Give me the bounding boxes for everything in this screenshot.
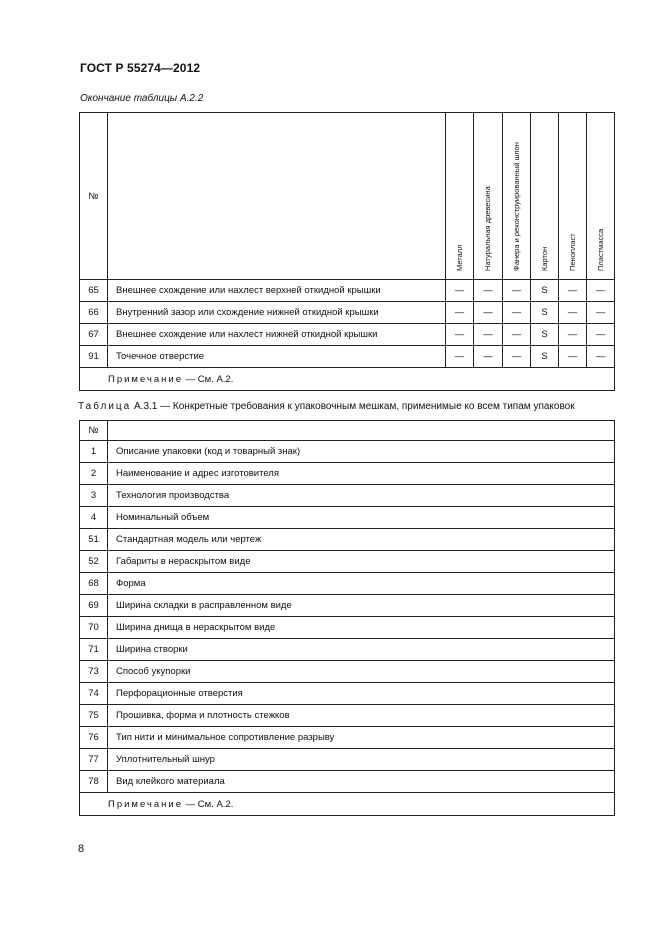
row-number: 66 bbox=[80, 302, 108, 324]
row-text: Ширина днища в нераскрытом виде bbox=[108, 617, 615, 639]
note-label: Примечание bbox=[108, 798, 183, 810]
column-header: Картон bbox=[531, 113, 559, 280]
table-row bbox=[80, 771, 615, 793]
row-number: 74 bbox=[80, 683, 108, 705]
row-text: Перфорационные отверстия bbox=[108, 683, 615, 705]
table-row bbox=[80, 324, 615, 346]
table-row bbox=[80, 727, 615, 749]
row-number: 70 bbox=[80, 617, 108, 639]
table1-header-row bbox=[80, 113, 615, 280]
table-a31 bbox=[79, 420, 615, 816]
caption-text: А.3.1 — Конкретные требования к упаковочным мешкам, применимые ко всем типам упаковок bbox=[131, 401, 575, 412]
row-text: Способ укупорки bbox=[108, 661, 615, 683]
description-header bbox=[108, 421, 615, 441]
row-number: 71 bbox=[80, 639, 108, 661]
table-row bbox=[80, 507, 615, 529]
column-header: Пластмасса bbox=[587, 113, 615, 280]
table-row bbox=[80, 529, 615, 551]
row-mark: S bbox=[531, 280, 559, 302]
column-header: Металл bbox=[446, 113, 474, 280]
row-mark: — bbox=[474, 346, 503, 368]
table1-caption: Окончание таблицы А.2.2 bbox=[80, 93, 204, 104]
row-text: Наименование и адрес изготовителя bbox=[108, 463, 615, 485]
row-text: Тип нити и минимальное сопротивление разрыву bbox=[108, 727, 615, 749]
table-row bbox=[80, 485, 615, 507]
table2-header-row bbox=[80, 421, 615, 441]
row-text: Точечное отверстие bbox=[108, 346, 446, 368]
row-mark: — bbox=[559, 346, 587, 368]
row-mark: — bbox=[446, 324, 474, 346]
num-header: № bbox=[80, 421, 108, 441]
table-note bbox=[80, 793, 615, 816]
table-row bbox=[80, 683, 615, 705]
row-number: 1 bbox=[80, 441, 108, 463]
row-number: 65 bbox=[80, 280, 108, 302]
table-row bbox=[80, 705, 615, 727]
row-mark: — bbox=[559, 302, 587, 324]
table-row bbox=[80, 595, 615, 617]
row-mark: — bbox=[559, 280, 587, 302]
table-row bbox=[80, 346, 615, 368]
row-text: Стандартная модель или чертеж bbox=[108, 529, 615, 551]
row-mark: — bbox=[446, 346, 474, 368]
table-row bbox=[80, 749, 615, 771]
row-number: 78 bbox=[80, 771, 108, 793]
table2-caption bbox=[78, 401, 575, 412]
table-row bbox=[80, 661, 615, 683]
row-mark: — bbox=[474, 302, 503, 324]
row-mark: — bbox=[446, 280, 474, 302]
row-mark: — bbox=[474, 324, 503, 346]
row-text: Номинальный объем bbox=[108, 507, 615, 529]
table-row bbox=[80, 573, 615, 595]
table-row bbox=[80, 639, 615, 661]
row-text: Форма bbox=[108, 573, 615, 595]
row-text: Вид клейкого материала bbox=[108, 771, 615, 793]
table-row bbox=[80, 280, 615, 302]
row-number: 75 bbox=[80, 705, 108, 727]
row-number: 77 bbox=[80, 749, 108, 771]
table-note bbox=[80, 368, 615, 391]
column-header: Фанера и реконструированный шпон bbox=[503, 113, 531, 280]
row-mark: — bbox=[503, 324, 531, 346]
description-header bbox=[108, 113, 446, 280]
row-number: 2 bbox=[80, 463, 108, 485]
table2-note-row bbox=[80, 793, 615, 816]
row-mark: S bbox=[531, 324, 559, 346]
row-text: Уплотнительный шнур bbox=[108, 749, 615, 771]
row-mark: S bbox=[531, 346, 559, 368]
table1-note-row bbox=[80, 368, 615, 391]
note-label: Примечание bbox=[108, 373, 183, 385]
table-row bbox=[80, 617, 615, 639]
row-text: Описание упаковки (код и товарный знак) bbox=[108, 441, 615, 463]
row-number: 91 bbox=[80, 346, 108, 368]
row-mark: — bbox=[559, 324, 587, 346]
row-mark: — bbox=[474, 280, 503, 302]
row-number: 51 bbox=[80, 529, 108, 551]
column-header: Натуральная древесина bbox=[474, 113, 503, 280]
column-header: Пенопласт bbox=[559, 113, 587, 280]
note-text: — См. А.2. bbox=[183, 798, 234, 810]
row-mark: — bbox=[446, 302, 474, 324]
row-mark: — bbox=[503, 280, 531, 302]
row-text: Внутренний зазор или схождение нижней откидной крышки bbox=[108, 302, 446, 324]
row-text: Технология производства bbox=[108, 485, 615, 507]
row-text: Внешнее схождение или нахлест нижней откидной крышки bbox=[108, 324, 446, 346]
table-row bbox=[80, 302, 615, 324]
row-number: 3 bbox=[80, 485, 108, 507]
row-mark: — bbox=[587, 346, 615, 368]
table-row bbox=[80, 441, 615, 463]
table-row bbox=[80, 463, 615, 485]
table-row bbox=[80, 551, 615, 573]
row-number: 4 bbox=[80, 507, 108, 529]
row-mark: S bbox=[531, 302, 559, 324]
row-number: 68 bbox=[80, 573, 108, 595]
row-number: 69 bbox=[80, 595, 108, 617]
row-mark: — bbox=[503, 346, 531, 368]
row-number: 52 bbox=[80, 551, 108, 573]
row-text: Внешнее схождение или нахлест верхней откидной крышки bbox=[108, 280, 446, 302]
document-id: ГОСТ Р 55274—2012 bbox=[80, 61, 201, 75]
row-number: 76 bbox=[80, 727, 108, 749]
row-text: Ширина складки в расправленном виде bbox=[108, 595, 615, 617]
row-number: 67 bbox=[80, 324, 108, 346]
row-mark: — bbox=[503, 302, 531, 324]
caption-label: Таблица bbox=[78, 401, 132, 412]
row-mark: — bbox=[587, 302, 615, 324]
row-number: 73 bbox=[80, 661, 108, 683]
page-number: 8 bbox=[78, 843, 85, 855]
table-a22-continuation bbox=[79, 112, 615, 391]
row-mark: — bbox=[587, 324, 615, 346]
note-text: — См. А.2. bbox=[183, 373, 234, 385]
row-text: Ширина створки bbox=[108, 639, 615, 661]
row-text: Прошивка, форма и плотность стежков bbox=[108, 705, 615, 727]
row-mark: — bbox=[587, 280, 615, 302]
row-text: Габариты в нераскрытом виде bbox=[108, 551, 615, 573]
num-header: № bbox=[80, 113, 108, 280]
